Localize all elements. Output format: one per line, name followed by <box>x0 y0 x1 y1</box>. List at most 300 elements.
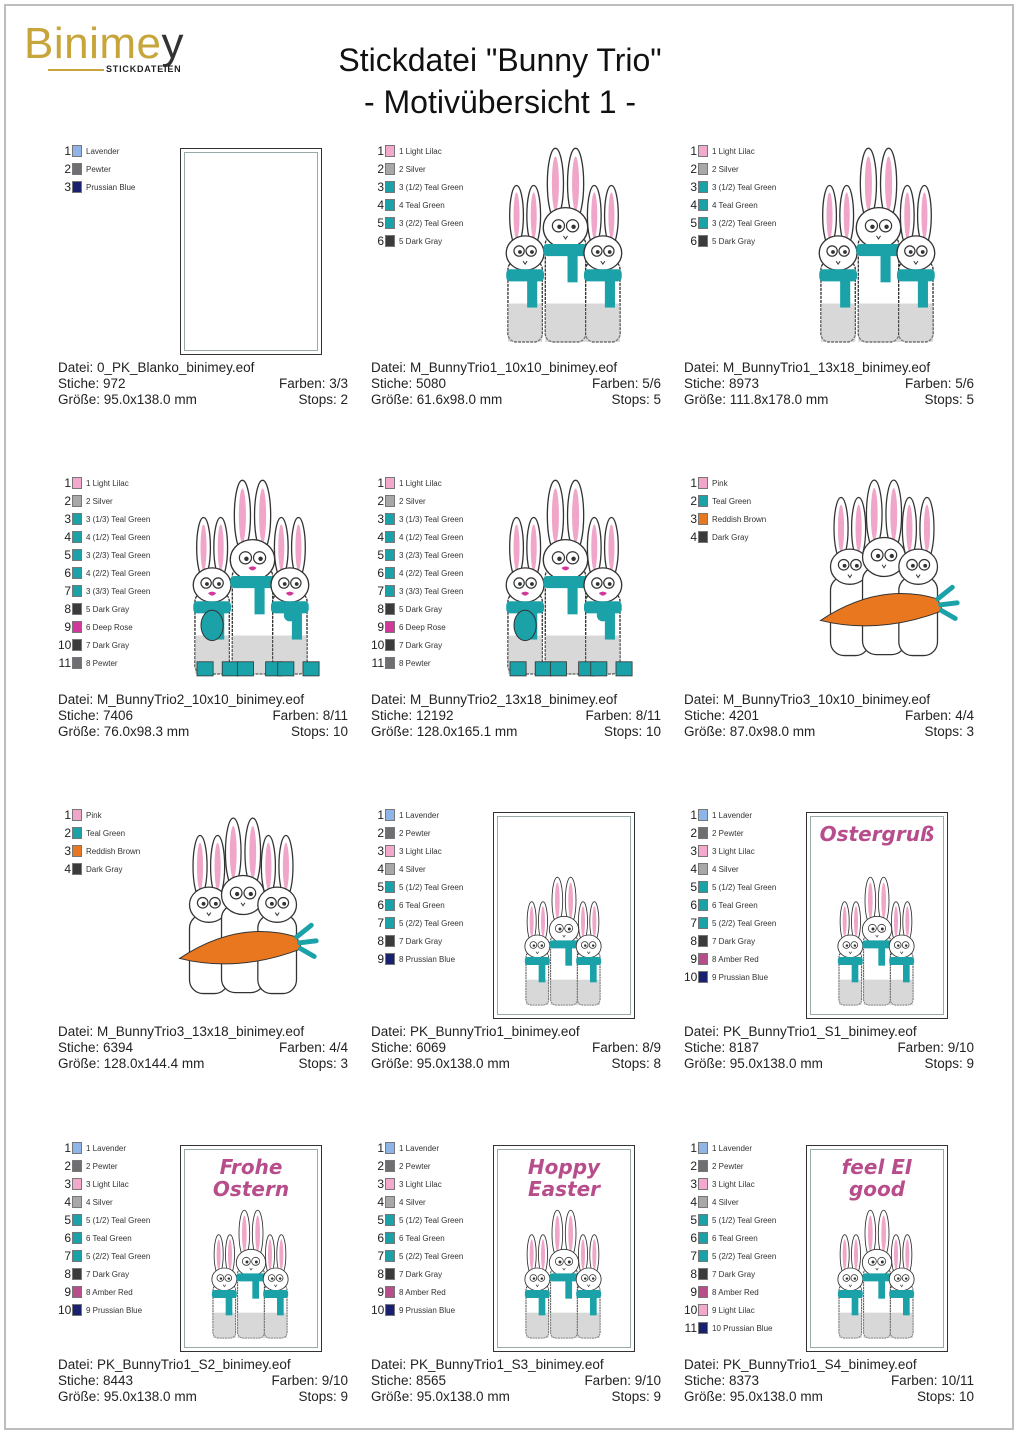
stitch-count: Stiche: 8973 <box>684 376 760 391</box>
legend-row <box>684 842 755 860</box>
legend-number: 5 <box>64 1213 71 1227</box>
stop-count: Stops: 5 <box>924 392 974 407</box>
legend-number: 10 <box>371 1303 385 1317</box>
file-info <box>371 1024 661 1072</box>
legend-color-name: 7 Dark Gray <box>712 936 756 946</box>
legend-row <box>371 860 426 878</box>
stitch-count: Stiche: 8373 <box>684 1373 760 1388</box>
color-swatch <box>385 145 395 157</box>
color-count: Farben: 8/11 <box>585 708 661 723</box>
legend-color-name: 5 (1/2) Teal Green <box>712 882 777 892</box>
bunny-trio-illustration <box>483 474 648 686</box>
color-swatch <box>72 1268 82 1280</box>
legend-row <box>58 806 102 824</box>
file-info <box>371 360 661 408</box>
color-swatch <box>698 477 708 489</box>
brand-name-end: y <box>161 19 184 68</box>
legend-color-name: 6 Teal Green <box>712 1233 758 1243</box>
color-swatch <box>698 845 708 857</box>
stop-count: Stops: 8 <box>611 1056 661 1071</box>
bunny-trio-illustration <box>796 142 961 354</box>
legend-number: 1 <box>64 144 71 158</box>
legend-color-name: 2 Pewter <box>399 828 431 838</box>
color-count: Farben: 5/6 <box>904 376 974 391</box>
legend-number: 2 <box>64 494 71 508</box>
legend-row <box>58 1193 113 1211</box>
color-swatch <box>385 917 395 929</box>
color-count: Farben: 9/10 <box>897 1040 974 1055</box>
legend-color-name: Pewter <box>86 164 111 174</box>
legend-row <box>371 806 439 824</box>
color-swatch <box>385 899 395 911</box>
legend-number: 5 <box>690 880 697 894</box>
color-swatch <box>72 181 82 193</box>
legend-row <box>58 582 150 600</box>
color-swatch <box>72 549 82 561</box>
legend-color-name: Pink <box>86 810 102 820</box>
legend-color-name: Dark Gray <box>712 532 749 542</box>
color-swatch <box>698 953 708 965</box>
legend-number: 6 <box>377 1231 384 1245</box>
legend-number: 2 <box>690 494 697 508</box>
stop-count: Stops: 9 <box>924 1056 974 1071</box>
legend-color-name: 7 Dark Gray <box>712 1269 756 1279</box>
legend-row <box>58 474 129 492</box>
legend-color-name: 8 Amber Red <box>86 1287 133 1297</box>
legend-color-name: 2 Pewter <box>712 1161 744 1171</box>
legend-number: 2 <box>690 162 697 176</box>
legend-color-name: 3 Light Lilac <box>399 1179 442 1189</box>
legend-color-name: 1 Lavender <box>86 1143 127 1153</box>
color-swatch <box>385 477 395 489</box>
legend-color-name: 5 (1/2) Teal Green <box>712 1215 777 1225</box>
file-info <box>371 1357 661 1405</box>
file-info <box>58 692 348 740</box>
legend-number: 3 <box>64 1177 71 1191</box>
legend-row <box>684 232 755 250</box>
stitch-count: Stiche: 972 <box>58 376 126 391</box>
color-swatch <box>385 163 395 175</box>
file-info <box>684 1024 974 1072</box>
legend-number: 5 <box>377 1213 384 1227</box>
legend-row <box>58 1247 150 1265</box>
color-swatch <box>698 1268 708 1280</box>
file-info <box>684 1357 974 1405</box>
legend-color-name: 2 Silver <box>86 496 113 506</box>
stop-count: Stops: 10 <box>603 724 661 739</box>
color-count: Farben: 4/4 <box>278 1040 348 1055</box>
legend-row <box>684 1193 739 1211</box>
legend-row <box>58 654 118 672</box>
legend-number: 4 <box>377 530 384 544</box>
legend-color-name: 9 Light Lilac <box>712 1305 755 1315</box>
design-cell <box>684 806 974 1106</box>
legend-color-name: 2 Silver <box>399 164 426 174</box>
color-count: Farben: 5/6 <box>591 376 661 391</box>
color-swatch <box>72 809 82 821</box>
legend-color-name: 4 (1/2) Teal Green <box>399 532 464 542</box>
color-swatch <box>698 513 708 525</box>
legend-row <box>371 914 463 932</box>
legend-row <box>684 878 776 896</box>
legend-row <box>371 528 463 546</box>
legend-number: 6 <box>377 566 384 580</box>
legend-number: 7 <box>377 584 384 598</box>
stitch-count: Stiche: 7406 <box>58 708 134 723</box>
legend-color-name: 3 Light Lilac <box>86 1179 129 1189</box>
design-cell <box>371 474 661 774</box>
legend-row <box>371 842 442 860</box>
color-count: Farben: 8/11 <box>272 708 348 723</box>
legend-row <box>58 1301 142 1319</box>
legend-number: 2 <box>377 826 384 840</box>
design-size: Größe: 95.0x138.0 mm <box>58 392 197 407</box>
legend-color-name: 4 Silver <box>399 864 426 874</box>
color-swatch <box>385 621 395 633</box>
bunny-trio-illustration <box>799 474 969 679</box>
stitch-count: Stiche: 8565 <box>371 1373 447 1388</box>
file-name: Datei: M_BunnyTrio3_10x10_binimey.eof <box>684 692 931 707</box>
color-swatch <box>698 181 708 193</box>
color-swatch <box>698 1214 708 1226</box>
legend-number: 9 <box>64 1285 71 1299</box>
legend-number: 1 <box>64 808 71 822</box>
legend-row <box>58 564 150 582</box>
design-size: Größe: 95.0x138.0 mm <box>684 1056 823 1071</box>
legend-color-name: 9 Prussian Blue <box>86 1305 143 1315</box>
card-preview <box>493 812 635 1019</box>
stitch-count: Stiche: 6394 <box>58 1040 134 1055</box>
legend-row <box>684 932 755 950</box>
color-swatch <box>385 1250 395 1262</box>
legend-color-name: 5 (1/2) Teal Green <box>86 1215 151 1225</box>
legend-number: 11 <box>684 1321 697 1335</box>
legend-row <box>371 232 442 250</box>
legend-row <box>371 950 455 968</box>
legend-row <box>684 806 752 824</box>
legend-number: 1 <box>690 476 697 490</box>
legend-color-name: 1 Light Lilac <box>399 478 442 488</box>
legend-number: 6 <box>64 566 71 580</box>
card-greeting-text: Ostergruß <box>819 822 935 846</box>
legend-color-name: 5 Dark Gray <box>399 604 443 614</box>
color-swatch <box>72 585 82 597</box>
legend-number: 6 <box>64 1231 71 1245</box>
color-swatch <box>698 145 708 157</box>
legend-color-name: 3 (1/3) Teal Green <box>86 514 151 524</box>
legend-color-name: Reddish Brown <box>712 514 767 524</box>
file-name: Datei: 0_PK_Blanko_binimey.eof <box>58 360 255 375</box>
legend-row <box>58 1175 129 1193</box>
legend-color-name: 1 Lavender <box>399 810 440 820</box>
color-swatch <box>698 163 708 175</box>
legend-number: 9 <box>377 620 384 634</box>
brand-name: Binime <box>24 19 162 68</box>
legend-number: 4 <box>690 862 697 876</box>
bunny-trio-illustration <box>827 873 927 1013</box>
legend-color-name: Teal Green <box>712 496 752 506</box>
legend-color-name: 7 Dark Gray <box>399 1269 443 1279</box>
legend-row <box>371 1175 442 1193</box>
legend-color-name: 6 Teal Green <box>86 1233 132 1243</box>
legend-color-name: 8 Prussian Blue <box>399 954 456 964</box>
bunny-trio-illustration <box>514 1206 614 1346</box>
legend-number: 4 <box>690 530 697 544</box>
bunny-trio-illustration <box>827 1206 927 1346</box>
color-swatch <box>72 845 82 857</box>
legend-color-name: 8 Pewter <box>399 658 431 668</box>
design-size: Größe: 128.0x165.1 mm <box>371 724 518 739</box>
legend-row <box>58 824 125 842</box>
legend-row <box>58 142 119 160</box>
legend-row <box>684 1247 776 1265</box>
legend-color-name: 5 (2/2) Teal Green <box>399 918 464 928</box>
legend-number: 3 <box>690 180 697 194</box>
legend-number: 9 <box>690 1285 697 1299</box>
legend-row <box>371 160 426 178</box>
design-cell <box>371 142 661 442</box>
stop-count: Stops: 2 <box>298 392 348 407</box>
legend-row <box>684 474 728 492</box>
color-swatch <box>385 657 395 669</box>
legend-number: 1 <box>377 144 384 158</box>
legend-color-name: 8 Amber Red <box>712 954 759 964</box>
color-swatch <box>698 531 708 543</box>
legend-number: 8 <box>690 1267 697 1281</box>
legend-color-name: 4 Silver <box>86 1197 113 1207</box>
legend-color-name: Teal Green <box>86 828 126 838</box>
legend-row <box>58 1229 132 1247</box>
legend-row <box>684 214 776 232</box>
design-preview <box>153 812 333 1022</box>
legend-color-name: 3 (1/2) Teal Green <box>712 182 777 192</box>
legend-color-name: 3 Light Lilac <box>712 846 755 856</box>
color-swatch <box>72 477 82 489</box>
card-preview <box>806 812 948 1019</box>
legend-color-name: Lavender <box>86 146 120 156</box>
legend-row <box>684 1265 755 1283</box>
legend-row <box>371 1157 431 1175</box>
legend-color-name: 6 Teal Green <box>399 900 445 910</box>
bunny-trio-illustration <box>170 474 335 686</box>
legend-number: 5 <box>377 880 384 894</box>
color-swatch <box>385 531 395 543</box>
legend-row <box>58 600 129 618</box>
legend-row <box>684 1157 744 1175</box>
file-info <box>684 692 974 740</box>
color-swatch <box>698 217 708 229</box>
legend-color-name: 7 Dark Gray <box>86 640 130 650</box>
legend-number: 1 <box>64 1141 71 1155</box>
legend-number: 3 <box>64 180 71 194</box>
stop-count: Stops: 3 <box>924 724 974 739</box>
color-swatch <box>385 495 395 507</box>
file-name: Datei: M_BunnyTrio1_13x18_binimey.eof <box>684 360 931 375</box>
legend-number: 7 <box>64 584 71 598</box>
color-swatch <box>72 513 82 525</box>
color-swatch <box>698 1232 708 1244</box>
legend-row <box>684 492 751 510</box>
legend-color-name: 3 Light Lilac <box>399 846 442 856</box>
legend-number: 1 <box>690 144 697 158</box>
color-swatch <box>698 1250 708 1262</box>
legend-color-name: 2 Silver <box>399 496 426 506</box>
legend-color-name: 7 Dark Gray <box>86 1269 130 1279</box>
color-swatch <box>385 1160 395 1172</box>
legend-row <box>684 896 758 914</box>
color-swatch <box>72 495 82 507</box>
design-size: Größe: 76.0x98.3 mm <box>58 724 190 739</box>
legend-row <box>371 654 431 672</box>
color-swatch <box>385 845 395 857</box>
legend-number: 1 <box>690 1141 697 1155</box>
card-preview <box>180 148 322 355</box>
design-cell <box>58 806 348 1106</box>
legend-number: 11 <box>58 656 71 670</box>
design-preview <box>799 474 969 684</box>
color-swatch <box>72 1214 82 1226</box>
color-swatch <box>698 1178 708 1190</box>
color-swatch <box>698 1142 708 1154</box>
bunny-trio-illustration <box>201 1206 301 1346</box>
color-swatch <box>385 217 395 229</box>
legend-number: 9 <box>377 1285 384 1299</box>
legend-row <box>684 142 755 160</box>
legend-color-name: 7 Dark Gray <box>399 936 443 946</box>
color-swatch <box>385 181 395 193</box>
legend-color-name: 5 (1/2) Teal Green <box>399 882 464 892</box>
legend-number: 2 <box>377 1159 384 1173</box>
stop-count: Stops: 10 <box>916 1389 974 1404</box>
legend-row <box>371 1139 439 1157</box>
legend-row <box>58 1157 118 1175</box>
design-preview <box>483 142 648 359</box>
legend-number: 3 <box>377 512 384 526</box>
legend-color-name: Pink <box>712 478 728 488</box>
legend-number: 8 <box>64 1267 71 1281</box>
legend-color-name: 8 Pewter <box>86 658 118 668</box>
bunny-trio-illustration <box>514 873 614 1013</box>
legend-row <box>58 618 133 636</box>
color-count: Farben: 9/10 <box>584 1373 661 1388</box>
legend-number: 10 <box>684 970 698 984</box>
legend-color-name: 4 (2/2) Teal Green <box>399 568 464 578</box>
stitch-count: Stiche: 5080 <box>371 376 447 391</box>
legend-color-name: 3 (2/2) Teal Green <box>712 218 777 228</box>
legend-row <box>58 528 150 546</box>
legend-number: 5 <box>690 1213 697 1227</box>
color-swatch <box>72 1142 82 1154</box>
legend-color-name: 4 Teal Green <box>712 200 758 210</box>
color-swatch <box>72 1304 82 1316</box>
color-swatch <box>385 1214 395 1226</box>
color-swatch <box>72 603 82 615</box>
legend-color-name: 3 (3/3) Teal Green <box>86 586 151 596</box>
legend-number: 4 <box>377 862 384 876</box>
color-swatch <box>72 863 82 875</box>
color-swatch <box>72 1232 82 1244</box>
color-swatch <box>72 1178 82 1190</box>
legend-row <box>684 824 744 842</box>
color-swatch <box>698 809 708 821</box>
legend-color-name: 5 (2/2) Teal Green <box>712 1251 777 1261</box>
file-name: Datei: PK_BunnyTrio1_S1_binimey.eof <box>684 1024 917 1039</box>
design-cell <box>371 806 661 1106</box>
color-swatch <box>385 567 395 579</box>
file-name: Datei: PK_BunnyTrio1_S4_binimey.eof <box>684 1357 917 1372</box>
legend-number: 5 <box>377 216 384 230</box>
color-swatch <box>698 1160 708 1172</box>
legend-row <box>684 178 776 196</box>
legend-row <box>371 636 442 654</box>
legend-number: 8 <box>690 934 697 948</box>
legend-color-name: 9 Prussian Blue <box>712 972 769 982</box>
legend-number: 4 <box>377 198 384 212</box>
legend-row <box>58 1211 150 1229</box>
legend-row <box>684 950 759 968</box>
color-swatch <box>698 917 708 929</box>
color-swatch <box>72 639 82 651</box>
design-cell <box>58 474 348 774</box>
stop-count: Stops: 5 <box>611 392 661 407</box>
legend-number: 2 <box>64 162 71 176</box>
legend-number: 1 <box>377 476 384 490</box>
design-size: Größe: 95.0x138.0 mm <box>58 1389 197 1404</box>
legend-row <box>371 618 446 636</box>
legend-row <box>371 1193 426 1211</box>
file-name: Datei: M_BunnyTrio2_10x10_binimey.eof <box>58 692 305 707</box>
legend-number: 10 <box>684 1303 698 1317</box>
design-cell <box>684 1139 974 1439</box>
legend-row <box>684 528 748 546</box>
legend-number: 9 <box>64 620 71 634</box>
legend-color-name: 1 Light Lilac <box>86 478 129 488</box>
legend-number: 3 <box>377 844 384 858</box>
legend-number: 2 <box>64 826 71 840</box>
legend-color-name: 1 Lavender <box>712 1143 753 1153</box>
legend-color-name: 2 Silver <box>712 164 739 174</box>
legend-color-name: 5 (2/2) Teal Green <box>712 918 777 928</box>
color-swatch <box>698 827 708 839</box>
legend-row <box>58 178 135 196</box>
stitch-count: Stiche: 8187 <box>684 1040 760 1055</box>
legend-row <box>58 1139 126 1157</box>
stop-count: Stops: 3 <box>298 1056 348 1071</box>
legend-row <box>58 636 129 654</box>
legend-color-name: Prussian Blue <box>86 182 136 192</box>
legend-number: 2 <box>377 494 384 508</box>
legend-row <box>371 1301 455 1319</box>
legend-number: 6 <box>690 234 697 248</box>
legend-row <box>371 492 426 510</box>
color-count: Farben: 4/4 <box>904 708 974 723</box>
legend-number: 1 <box>690 808 697 822</box>
legend-row <box>684 914 776 932</box>
legend-number: 1 <box>377 808 384 822</box>
color-swatch <box>72 145 82 157</box>
legend-color-name: 5 (1/2) Teal Green <box>399 1215 464 1225</box>
color-swatch <box>72 1250 82 1262</box>
legend-row <box>371 546 463 564</box>
legend-row <box>684 1229 758 1247</box>
legend-number: 4 <box>64 862 71 876</box>
design-cell <box>684 142 974 442</box>
legend-color-name: 3 (3/3) Teal Green <box>399 586 464 596</box>
legend-color-name: 2 Pewter <box>399 1161 431 1171</box>
color-swatch <box>385 549 395 561</box>
legend-color-name: 5 Dark Gray <box>86 604 130 614</box>
design-preview <box>170 474 335 691</box>
